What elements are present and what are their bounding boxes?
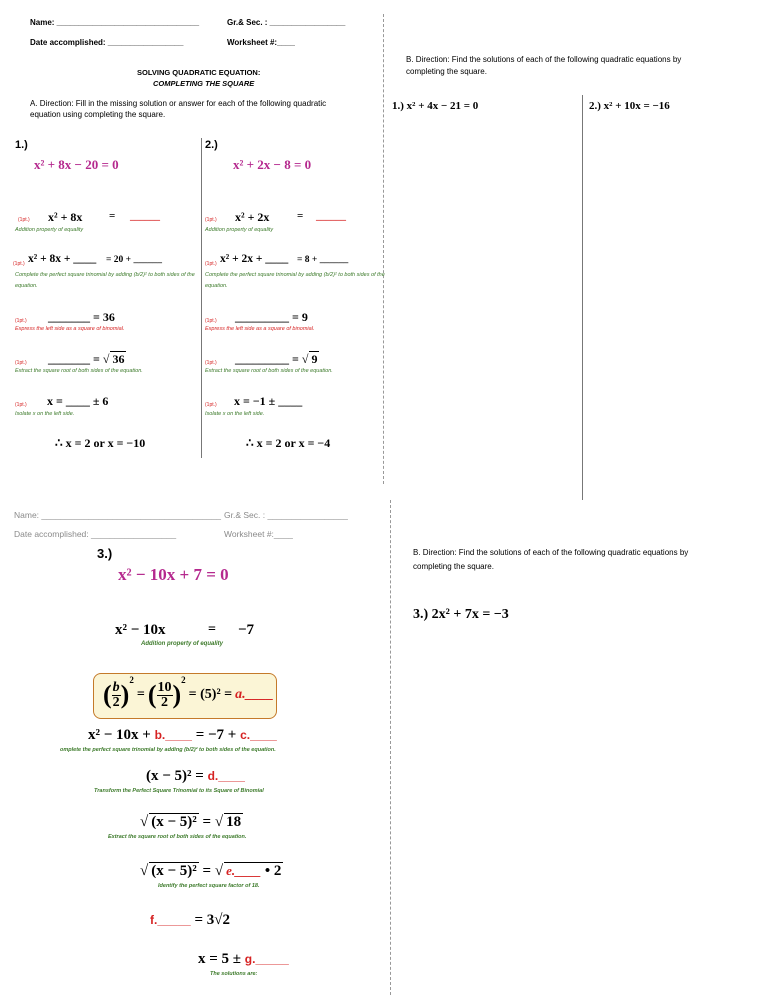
- column-divider-2: [390, 500, 391, 995]
- name-field-2: Name: ______________________________________: [14, 510, 222, 520]
- blank-a: a.____: [235, 687, 274, 702]
- step2-rhs: = 20 + ______: [106, 255, 162, 265]
- step1-blank: ______: [316, 211, 346, 222]
- box-middle: = (5)² =: [188, 687, 233, 702]
- step5: x = ____ ± 6: [47, 394, 109, 408]
- step4-note: Extract the square root of both sides of the equation.: [15, 368, 143, 374]
- step7: [198, 951, 289, 968]
- direction-b-line1: B. Direction: Find the solutions of each of the following quadratic equations by: [406, 55, 682, 64]
- step3: _______ = 36: [48, 310, 115, 324]
- date-field: Date accomplished: _________________: [30, 38, 184, 47]
- step2: [88, 727, 277, 744]
- blank-e: e.____: [226, 863, 262, 878]
- step5-radicand-left: (x − 5)²: [151, 863, 197, 879]
- step2-rhs: = 8 + ______: [297, 255, 349, 265]
- step1-lhs: x² − 10x: [115, 622, 166, 638]
- part-b-problem-1: 1.) x² + 4x − 21 = 0: [392, 100, 479, 112]
- direction-b-line1-2: B. Direction: Find the solutions of each of the following quadratic equations by: [413, 548, 689, 557]
- points-label: (1pt.): [205, 360, 217, 366]
- step3: _________ = 9: [235, 310, 308, 324]
- direction-a-line1: A. Direction: Fill in the missing solution or answer for each of the following quadratic: [30, 99, 327, 108]
- problem-1-number: 1.): [15, 139, 28, 151]
- step2-note-line1: Complete the perfect square trinomial by adding (b/2)² to both sides of the: [15, 272, 195, 278]
- sqrt-sign: √: [214, 863, 224, 879]
- step4-equals: =: [202, 814, 212, 830]
- step1-note: Addition property of equality: [15, 227, 84, 233]
- step5: x = −1 ± ____: [234, 394, 303, 408]
- name-field: Name: ________________________________: [30, 18, 200, 27]
- sqrt-sign: √: [140, 814, 149, 830]
- points-label: (1pt.): [205, 261, 217, 267]
- step4-note: Extract the square root of both sides of the equation.: [205, 368, 333, 374]
- date-field-2: Date accomplished: __________________: [14, 529, 177, 539]
- step1-note: Addition property of equality: [141, 641, 223, 647]
- part-b-problem-3: 3.) 2x² + 7x = −3: [413, 607, 509, 622]
- step2-rhs: = −7 +: [195, 727, 237, 743]
- problem-3-number: 3.): [97, 546, 113, 561]
- blank-b: b.____: [154, 728, 192, 742]
- step4-radicand: 36: [112, 352, 125, 366]
- step1-equals: =: [297, 210, 304, 222]
- fraction-numerator-10: 10: [157, 679, 172, 695]
- points-label: (1pt.): [205, 217, 217, 223]
- step1-equals: =: [208, 622, 216, 637]
- step6-rhs: = 3√2: [194, 912, 230, 928]
- fraction-denominator-2: 2: [161, 694, 168, 710]
- step2-note: omplete the perfect square trinomial by adding (b/2)² to both sides of the equation.: [60, 747, 276, 753]
- blank-c: c.____: [240, 728, 277, 742]
- step3-note: Transform the Perfect Square Trinomial to its Square of Binomial: [94, 788, 264, 794]
- points-label: (1pt.): [205, 318, 217, 324]
- points-label: (1pt.): [13, 261, 25, 267]
- step7-note: The solutions are:: [210, 971, 258, 977]
- points-label: (1pt.): [205, 402, 217, 408]
- step5: [140, 862, 283, 880]
- worksheet-title: SOLVING QUADRATIC EQUATION:: [137, 68, 261, 77]
- step2-lhs: x² − 10x +: [88, 727, 151, 743]
- step5-radicand-right: [224, 862, 283, 880]
- step4: [48, 351, 126, 367]
- step1-note: Addition property of equality: [205, 227, 274, 233]
- step1-equals: =: [109, 210, 116, 222]
- step4-note: Extract the square root of both sides of the equation.: [108, 834, 247, 840]
- step2-note-line2: equation.: [205, 283, 228, 289]
- fraction-denominator-2: 2: [112, 694, 120, 710]
- part-b-divider: [582, 95, 583, 500]
- step4: [235, 351, 319, 367]
- step2-lhs: x² + 8x + ____: [28, 253, 97, 265]
- points-label: (1pt.): [15, 402, 27, 408]
- problem-divider: [201, 138, 202, 458]
- step5-equals: =: [202, 863, 212, 879]
- step1-rhs: −7: [238, 622, 255, 638]
- problem-1-answer: ∴ x = 2 or x = −10: [55, 436, 146, 450]
- step4-radicand: 9: [311, 352, 318, 366]
- points-label: (1pt.): [15, 360, 27, 366]
- step4: [140, 813, 243, 831]
- problem-1-equation: x² + 8x − 20 = 0: [34, 157, 119, 172]
- problem-2-number: 2.): [205, 139, 218, 151]
- step1-lhs: x² + 2x: [235, 210, 270, 224]
- blank-d: d.____: [207, 769, 245, 783]
- column-divider: [383, 14, 384, 484]
- step3-lhs: (x − 5)² =: [146, 768, 204, 784]
- step5-note: Identify the perfect square factor of 18.: [158, 883, 260, 889]
- step4-radicand-left: (x − 5)²: [151, 814, 197, 830]
- fraction-numerator-b: b: [112, 679, 120, 695]
- sqrt-sign: √: [102, 352, 110, 366]
- grade-section-field: Gr.& Sec. : _________________: [227, 18, 346, 27]
- step2-lhs: x² + 2x + ____: [220, 253, 289, 265]
- blank-g: g._____: [244, 952, 289, 966]
- direction-b-line2-2: completing the square.: [413, 562, 494, 571]
- sqrt-sign: √: [140, 863, 149, 879]
- step7-lhs: x = 5 ±: [198, 951, 242, 967]
- worksheet-field-2: Worksheet #:____: [224, 529, 293, 539]
- sqrt-sign: √: [301, 352, 309, 366]
- problem-2-answer: ∴ x = 2 or x = −4: [246, 436, 331, 450]
- blank-f: f._____: [150, 913, 191, 927]
- worksheet-field: Worksheet #:____: [227, 38, 295, 47]
- direction-a-line2: equation using completing the square.: [30, 110, 166, 119]
- step2-note-line2: equation.: [15, 283, 38, 289]
- points-label: (1pt.): [18, 217, 30, 223]
- step1-lhs: x² + 8x: [48, 210, 83, 224]
- step1-blank: ______: [130, 211, 160, 222]
- step5-note: Isolate x on the left side.: [15, 411, 75, 417]
- part-b-problem-2: 2.) x² + 10x = −16: [589, 100, 670, 112]
- worksheet-subtitle: COMPLETING THE SQUARE: [153, 79, 255, 88]
- step6: [150, 912, 230, 929]
- step5-dot-two: • 2: [264, 863, 282, 879]
- step3-note: Express the left side as a square of binomial.: [15, 326, 125, 332]
- step2-note-line1: Complete the perfect square trinomial by adding (b/2)² to both sides of the: [205, 272, 385, 278]
- b-over-2-formula: ( $\frac{b}{2}$ ) $^2$ = ( $\frac{10}{2}$ ) $^2$ = (5)² = a.____: [103, 675, 274, 710]
- direction-b-line2: completing the square.: [406, 67, 487, 76]
- step4-blank: _______ =: [48, 352, 100, 366]
- step5-note: Isolate x on the left side.: [205, 411, 265, 417]
- step4-blank: _________ =: [235, 352, 299, 366]
- problem-2-equation: x² + 2x − 8 = 0: [233, 157, 312, 172]
- problem-3-equation: x² − 10x + 7 = 0: [118, 565, 229, 584]
- step4-radicand-right: 18: [226, 814, 242, 830]
- step3-note: Express the left side as a square of binomial.: [205, 326, 315, 332]
- step3: [146, 768, 245, 785]
- sqrt-sign: √: [214, 814, 224, 830]
- grade-section-field-2: Gr.& Sec. : _________________: [224, 510, 348, 520]
- points-label: (1pt.): [15, 318, 27, 324]
